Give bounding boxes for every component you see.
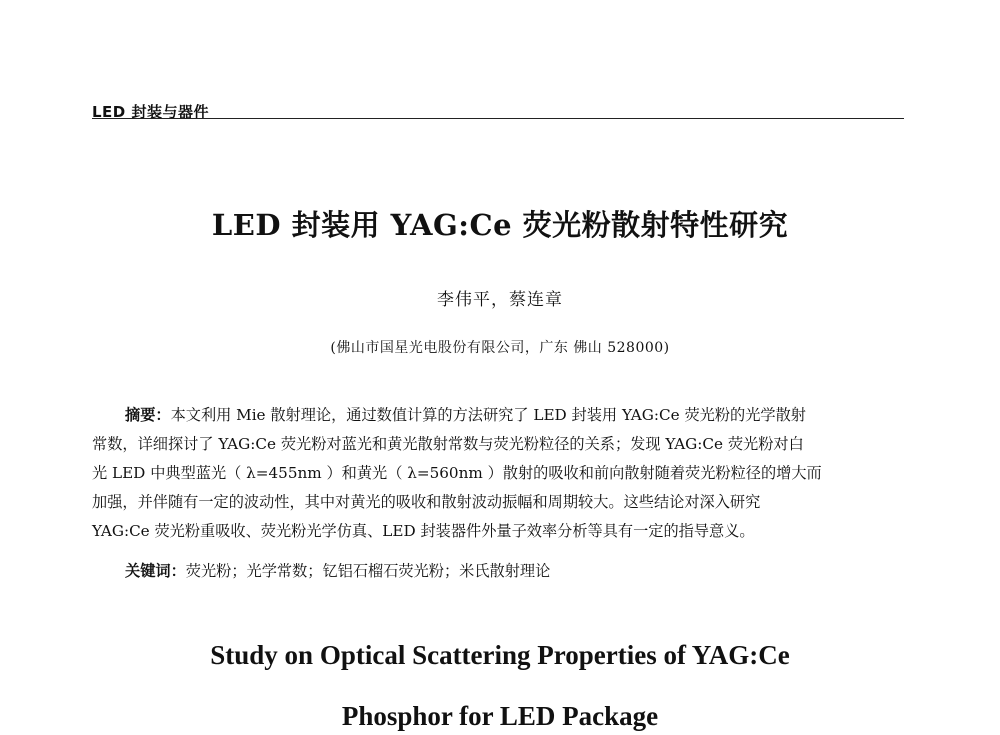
affiliation: (佛山市国星光电股份有限公司，广东 佛山 528000)	[330, 340, 670, 356]
abstract-line: 常数，详细探讨了 YAG:Ce 荧光粉对蓝光和黄光散射常数与荧光粉粒径的关系；发现 YAG:Ce 荧光粉对白	[92, 435, 804, 453]
abstract-label: 摘要：	[125, 406, 171, 424]
journal-section-label: LED 封装与器件	[92, 103, 209, 121]
abstract-line: 光 LED 中典型蓝光（ λ=455nm ）和黄光（ λ=560nm ）散射的吸收和前向散射随着荧光粉粒径的增大而	[92, 464, 822, 482]
abstract-line: 加强，并伴随有一定的波动性，其中对黄光的吸收和散射波动振幅和周期较大。这些结论对深入研究	[92, 493, 761, 511]
header-rule	[92, 118, 904, 119]
keywords	[125, 560, 550, 581]
keywords-text: 荧光粉；光学常数；钇铝石榴石荧光粉；米氏散射理论	[185, 562, 551, 580]
authors: 李伟平，蔡连章	[437, 290, 563, 310]
keywords-label: 关键词：	[125, 562, 186, 580]
abstract-text: 本文利用 Mie 散射理论，通过数值计算的方法研究了 LED 封装用 YAG:Ce 荧光粉的光学散射	[170, 406, 806, 424]
abstract	[92, 401, 908, 546]
abstract-line: YAG:Ce 荧光粉重吸收、荧光粉光学仿真、LED 封装器件外量子效率分析等具有一定的指导意义。	[92, 522, 755, 540]
english-title-line-1: Study on Optical Scattering Properties of YAG:Ce	[210, 640, 790, 670]
english-title-line-2: Phosphor for LED Package	[341, 701, 659, 731]
chinese-title: LED 封装用 YAG:Ce 荧光粉散射特性研究	[211, 208, 789, 242]
abstract-line	[92, 401, 908, 430]
